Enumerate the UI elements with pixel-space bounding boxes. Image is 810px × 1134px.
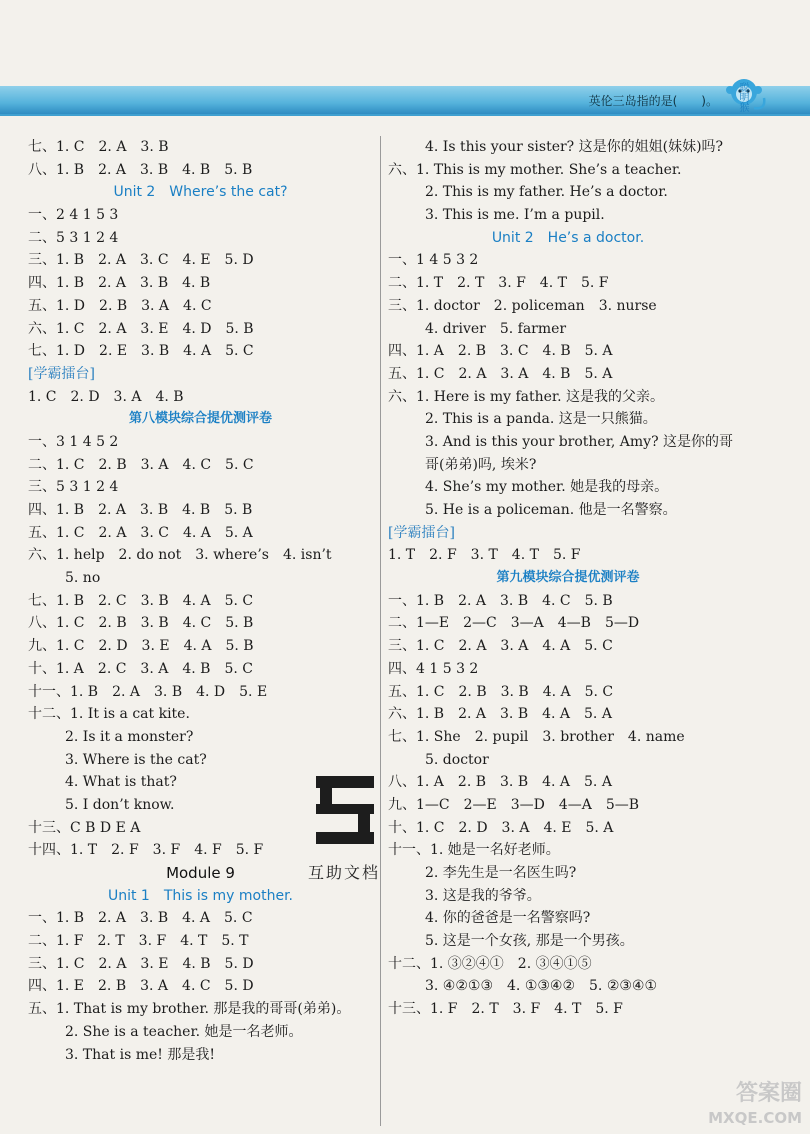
answer-line: 三、1. doctor 2. policeman 3. nurse xyxy=(388,297,657,314)
watermark-text: 互助文档 xyxy=(308,863,381,882)
answer-subline: 5. 这是一个女孩, 那是一个男孩。 xyxy=(425,933,634,950)
answer-subline: 5. He is a policeman. 他是一名警察。 xyxy=(425,502,677,518)
answer-line: 六、1. help 2. do not 3. where’s 4. isn’t xyxy=(28,547,332,564)
answer-line: 九、1—C 2—E 3—D 4—A 5—B xyxy=(388,796,640,813)
test-heading: 第九模块综合提优测评卷 xyxy=(496,570,640,586)
answer-line: 八、1. C 2. B 3. B 4. C 5. B xyxy=(28,615,254,632)
answer-subline: 5. doctor xyxy=(425,751,489,768)
answer-line: 五、1. C 2. A 3. C 4. A 5. A xyxy=(28,524,253,541)
answer-line: 1. T 2. F 3. T 4. T 5. F xyxy=(388,547,581,564)
answer-line: 二、5 3 1 2 4 xyxy=(28,229,119,246)
unit-heading: Unit 2 Where’s the cat? xyxy=(113,184,288,201)
answer-subline: 3. And is this your brother, Amy? 这是你的哥 xyxy=(425,433,734,450)
answer-line: 十四、1. T 2. F 3. F 4. F 5. F xyxy=(28,842,264,859)
answer-line: 十、1. A 2. C 3. A 4. B 5. C xyxy=(28,660,253,677)
answer-subline: 2. This is a panda. 这是一只熊猫。 xyxy=(425,411,657,428)
answer-line: 十三、C B D E A xyxy=(28,819,141,836)
unit-heading: Unit 2 He’s a doctor. xyxy=(491,229,645,246)
header-divider xyxy=(0,114,810,116)
answer-line: 四、4 1 5 3 2 xyxy=(388,660,479,677)
answer-line: 五、1. D 2. B 3. A 4. C xyxy=(28,297,212,314)
answer-line: 五、1. C 2. B 3. B 4. A 5. C xyxy=(388,683,614,700)
answer-line: 三、1. B 2. A 3. C 4. E 5. D xyxy=(28,252,254,269)
mascot-label: 聪明猴 xyxy=(737,82,748,112)
answer-subline: 3. 这是我的爷爷。 xyxy=(425,887,541,904)
column-divider xyxy=(380,136,381,1126)
answer-line: 六、1. This is my mother. She’s a teacher. xyxy=(388,161,682,178)
answer-line: 七、1. B 2. C 3. B 4. A 5. C xyxy=(28,592,254,609)
answer-subline: 3. This is me. I’m a pupil. xyxy=(425,207,605,224)
answer-line: 十、1. C 2. D 3. A 4. E 5. A xyxy=(388,819,614,836)
answer-line: 十一、1. B 2. A 3. B 4. D 5. E xyxy=(28,683,268,700)
answer-line: 七、1. She 2. pupil 3. brother 4. name xyxy=(388,728,685,745)
corner-logo xyxy=(708,1082,802,1130)
right-column xyxy=(388,136,748,1021)
answer-subline: 2. She is a teacher. 她是一名老师。 xyxy=(65,1023,303,1040)
answer-line: 一、1. B 2. A 3. B 4. A 5. C xyxy=(28,910,253,927)
answer-line: 五、1. C 2. A 3. A 4. B 5. A xyxy=(388,365,613,382)
answer-subline: 4. She’s my mother. 她是我的母亲。 xyxy=(425,479,669,496)
answer-line: 七、1. D 2. E 3. B 4. A 5. C xyxy=(28,343,254,360)
answer-line: 八、1. B 2. A 3. B 4. B 5. B xyxy=(28,161,253,178)
answer-subline: 2. 李先生是一名医生吗? xyxy=(425,865,577,881)
corner-logo-title: 答案圈 xyxy=(735,1081,802,1106)
answer-line: 四、1. B 2. A 3. B 4. B 5. B xyxy=(28,502,253,518)
answer-subline: 3. Where is the cat? xyxy=(65,751,207,768)
answer-subline: 2. This is my father. He’s a doctor. xyxy=(425,184,668,201)
answer-line: 九、1. C 2. D 3. E 4. A 5. B xyxy=(28,638,254,655)
challenge-label: [学霸擂台] xyxy=(388,524,455,541)
answer-line: 六、1. C 2. A 3. E 4. D 5. B xyxy=(28,320,254,337)
answer-line: 二、1—E 2—C 3—A 4—B 5—D xyxy=(388,615,640,632)
answer-line: 七、1. C 2. A 3. B xyxy=(28,139,169,155)
answer-line: 十一、1. 她是一名好老师。 xyxy=(388,842,560,859)
answer-subline: 3. ④②①③ 4. ①③④② 5. ②③④① xyxy=(425,978,658,995)
answer-line: 五、1. That is my brother. 那是我的哥哥(弟弟)。 xyxy=(28,1001,351,1018)
answer-line: 二、1. T 2. T 3. F 4. T 5. F xyxy=(388,275,609,292)
unit-heading: Unit 1 This is my mother. xyxy=(107,887,294,904)
answer-line: 四、1. A 2. B 3. C 4. B 5. A xyxy=(388,343,613,360)
answer-line: 一、1 4 5 3 2 xyxy=(388,252,479,269)
left-column xyxy=(28,136,373,1066)
answer-subline: 4. driver 5. farmer xyxy=(425,320,567,337)
answer-line: 1. C 2. D 3. A 4. B xyxy=(28,388,184,405)
module-heading: Module 9 xyxy=(166,864,235,882)
answer-line: 六、1. Here is my father. 这是我的父亲。 xyxy=(388,388,664,405)
answer-line: 二、1. F 2. T 3. F 4. T 5. T xyxy=(28,933,249,950)
answer-subline: 5. I don’t know. xyxy=(65,796,175,813)
answer-line: 十二、1. ③②④① 2. ③④①⑤ xyxy=(388,955,592,972)
answer-line: 三、5 3 1 2 4 xyxy=(28,479,119,496)
answer-line: 六、1. B 2. A 3. B 4. A 5. A xyxy=(388,706,612,723)
answer-line: 十二、1. It is a cat kite. xyxy=(28,706,190,723)
riddle-text: 英伦三岛指的是( )。 xyxy=(588,94,718,108)
answer-line: 四、1. E 2. B 3. A 4. C 5. D xyxy=(28,978,254,995)
answer-subline: 4. What is that? xyxy=(65,774,177,791)
answer-line: 三、1. C 2. A 3. A 4. A 5. C xyxy=(388,638,613,655)
answer-line: 一、1. B 2. A 3. B 4. C 5. B xyxy=(388,592,613,609)
challenge-label: [学霸擂台] xyxy=(28,365,95,382)
answer-line: 三、1. C 2. A 3. E 4. B 5. D xyxy=(28,955,254,972)
answer-line: 十三、1. F 2. T 3. F 4. T 5. F xyxy=(388,1001,623,1018)
answer-subline: 哥(弟弟)吗, 埃米? xyxy=(425,456,537,473)
corner-logo-url: MXQE.COM xyxy=(708,1109,802,1127)
answer-line: 八、1. A 2. B 3. B 4. A 5. A xyxy=(388,774,612,791)
answer-line: 一、2 4 1 5 3 xyxy=(28,207,119,224)
answer-subline: 5. no xyxy=(65,570,101,587)
answer-subline: 3. That is me! 那是我! xyxy=(65,1046,215,1063)
answer-line: 二、1. C 2. B 3. A 4. C 5. C xyxy=(28,456,254,473)
answer-line: 一、3 1 4 5 2 xyxy=(28,433,119,450)
answer-subline: 2. Is it a monster? xyxy=(65,728,194,745)
answer-subline: 4. Is this your sister? 这是你的姐姐(妹妹)吗? xyxy=(425,139,724,155)
watermark-logo-icon xyxy=(310,770,380,850)
answer-line: 四、1. B 2. A 3. B 4. B xyxy=(28,275,211,292)
answer-subline: 4. 你的爸爸是一名警察吗? xyxy=(425,910,591,927)
test-heading: 第八模块综合提优测评卷 xyxy=(128,411,272,427)
